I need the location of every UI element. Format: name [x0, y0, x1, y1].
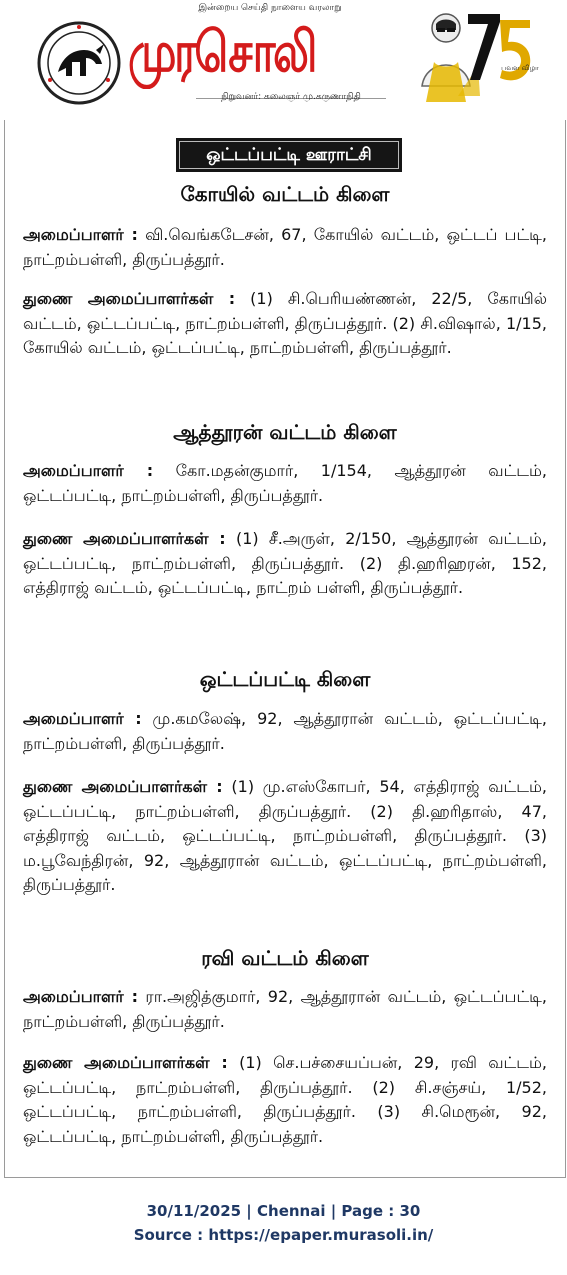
deputy-label: துணை அமைப்பாளர்கள் : [23, 1053, 228, 1072]
branch-deputies-paragraph [23, 527, 547, 601]
organiser-label: அமைப்பாளர் : [23, 461, 154, 480]
deputy-label: துணை அமைப்பாளர்கள் : [23, 529, 226, 548]
deputy-label: துணை அமைப்பாளர்கள் : [23, 289, 236, 308]
masthead [0, 0, 567, 118]
organiser-text: வி.வெங்கடேசன், 67, கோயில் வட்டம், ஒட்டப் பட்டி, நாட்றம்பள்ளி, திருப்பத்தூர். [23, 225, 548, 269]
branch-organiser-paragraph [23, 985, 547, 1034]
anniversary-caption: பவள விழா [501, 64, 539, 72]
branch-organiser-paragraph [23, 707, 547, 756]
branch-heading: ஒட்டப்பட்டி கிளை [199, 667, 371, 691]
organiser-label: அமைப்பாளர் : [23, 709, 142, 728]
article-clipping [4, 120, 566, 1178]
deputy-text: (1) மு.எஸ்கோபர், 54, எத்திராஜ் வட்டம், ஒட்டப்பட்டி, நாட்றம்பள்ளி, திருப்பத்தூர். (2) தி.ஹரிதாஸ், 47, எத்திராஜ் வட்டம், ஒட்டப்பட்டி, நாட்றம்பள்ளி, திருப்பத்தூர். (3) ம.பூவேந்திரன், 92, ஆத்தூரான் வட்டம், ஒட்டப்பட்டி, நாட்றம்பள்ளி, திருப்பத்தூர். [23, 777, 547, 894]
party-emblem-icon [36, 20, 122, 106]
section-title-border [179, 141, 399, 169]
branch-deputies-paragraph [23, 287, 547, 361]
clipping-footer [0, 1199, 567, 1247]
masthead-tagline: இன்றைய செய்தி நாளைய வரலாறு [198, 3, 342, 13]
footer-dateline: 30/11/2025 | Chennai | Page : 30 [146, 1202, 421, 1220]
newspaper-logo: முரசொலி [128, 20, 316, 85]
branch-heading: கோயில் வட்டம் கிளை [180, 182, 390, 206]
organiser-label: அமைப்பாளர் : [23, 987, 139, 1006]
anniversary-75-emblem-icon [418, 6, 538, 114]
branch-heading: ரவி வட்டம் கிளை [201, 946, 369, 970]
branch-organiser-paragraph [23, 459, 547, 508]
organiser-text: கோ.மதன்குமார், 1/154, ஆத்தூரன் வட்டம், ஒட்டப்பட்டி, நாட்றம்பள்ளி, திருப்பத்தூர். [23, 461, 547, 505]
branch-organiser-paragraph [23, 223, 547, 272]
organiser-text: ரா.அஜித்குமார், 92, ஆத்தூரான் வட்டம், ஒட்டப்பட்டி, நாட்றம்பள்ளி, திருப்பத்தூர். [23, 987, 548, 1031]
masthead-founder-line: நிறுவனர்: கலைஞர் மு.கருணாநிதி [221, 92, 361, 102]
organiser-text: மு.கமலேஷ், 92, ஆத்தூரான் வட்டம், ஒட்டப்பட்டி, நாட்றம்பள்ளி, திருப்பத்தூர். [23, 709, 547, 753]
deputy-text: (1) செ.பச்சையப்பன், 29, ரவி வட்டம், ஒட்டப்பட்டி, நாட்றம்பள்ளி, திருப்பத்தூர். (2) சி.சஞ்சய், 1/52, ஒட்டப்பட்டி, நாட்றம்பள்ளி, திருப்பத்தூர். (3) சி.மெரூன், 92, ஒட்டப்பட்டி, நாட்றம்பள்ளி, திருப்பத்தூர். [23, 1053, 547, 1146]
deputy-label: துணை அமைப்பாளர்கள் : [23, 777, 223, 796]
section-title-box [176, 138, 402, 172]
branch-deputies-paragraph [23, 775, 547, 898]
deputy-text: (1) சி.பெரியண்ணன், 22/5, கோயில் வட்டம், ஒட்டப்பட்டி, நாட்றம்பள்ளி, திருப்பத்தூர். (2) சி.விஷால், 1/15, கோயில் வட்டம், ஒட்டப்பட்டி, நாட்றம்பள்ளி, திருப்பத்தூர். [23, 289, 548, 357]
deputy-text: (1) சீ.அருள், 2/150, ஆத்தூரன் வட்டம், ஒட்டப்பட்டி, நாட்றம்பள்ளி, திருப்பத்தூர். (2) தி.ஹரிஹரன், 152, எத்திராஜ் வட்டம், ஒட்டப்பட்டி, நாட்றம் பள்ளி, திருப்பத்தூர். [23, 529, 547, 597]
footer-source-link[interactable]: Source : https://epaper.murasoli.in/ [133, 1226, 434, 1244]
organiser-label: அமைப்பாளர் : [23, 225, 138, 244]
section-title: ஒட்டப்பட்டி ஊராட்சி [206, 145, 372, 165]
branch-deputies-paragraph [23, 1051, 547, 1149]
branch-heading: ஆத்தூரன் வட்டம் கிளை [173, 420, 397, 444]
